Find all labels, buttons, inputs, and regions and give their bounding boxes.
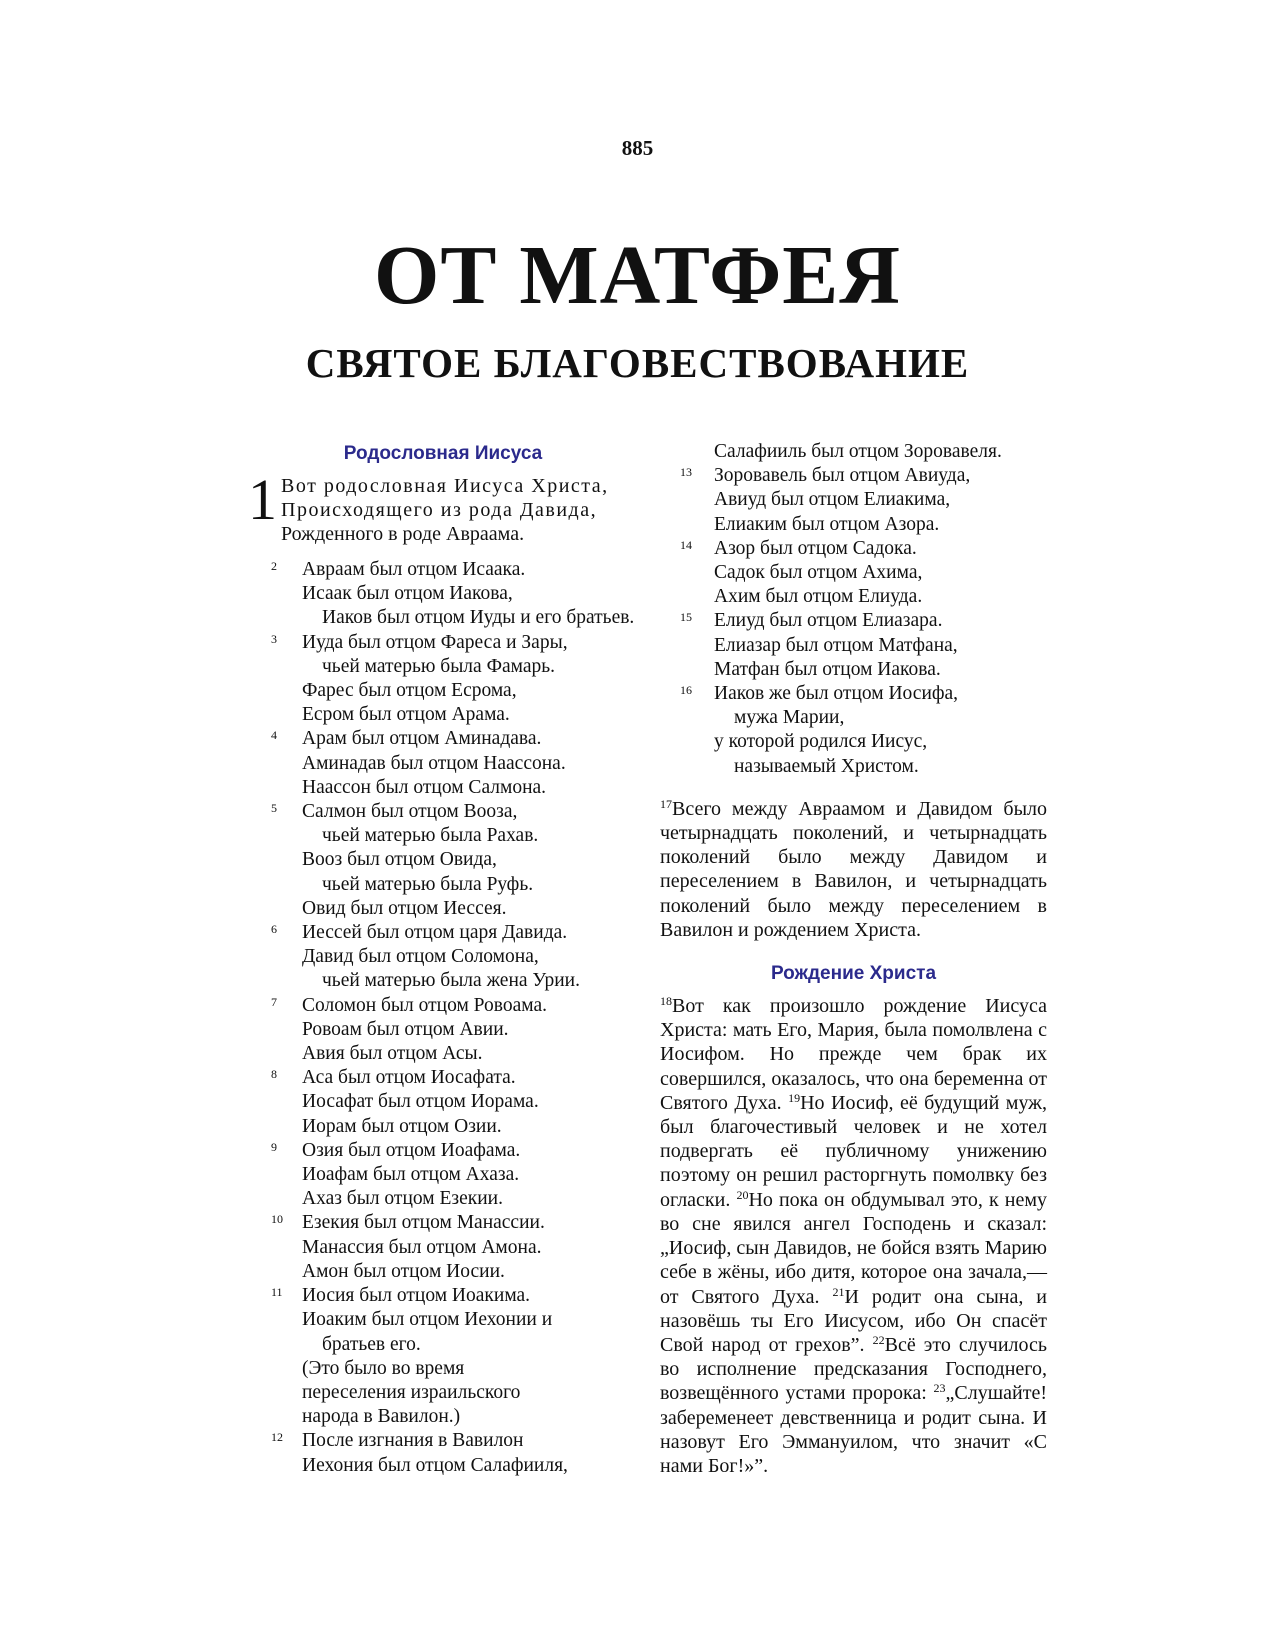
prose-line: Иосифом. Но прежде чем брак их: [660, 1043, 1047, 1066]
intro-line: Рожденного в роде Авраама.: [281, 523, 525, 545]
verse-text: Иаков был отцом Иуды и его братьев.: [322, 607, 635, 629]
verse-line: [660, 488, 1047, 512]
intro-line: Вот родословная Иисуса Христа,: [281, 475, 609, 497]
verse-line: [248, 1308, 638, 1332]
verse-text: Иехония был отцом Салафииля,: [302, 1454, 568, 1476]
verse-line: [248, 800, 638, 824]
verse-text: мужа Марии,: [734, 707, 845, 729]
verse-line: [248, 679, 638, 703]
verse-text: чьей матерью была Руфь.: [322, 873, 534, 895]
verse-line: [660, 513, 1047, 537]
prose-line: подвергать её публичному унижению: [660, 1140, 1047, 1163]
verse-number: 5: [271, 801, 277, 816]
verse-text: чьей матерью была жена Урии.: [322, 970, 580, 992]
prose-line: был благочестивый человек и не хотел: [660, 1116, 1047, 1139]
verse-line: [660, 440, 1047, 464]
prose-line: назовёшь ты Его Иисусом, ибо Он спасёт: [660, 1309, 1047, 1332]
prose-line: Свой народ от грехов”. $^{22}$Всё это случилось: [660, 1332, 1047, 1356]
prose-line: во сне явился ангел Господень и сказал:: [660, 1212, 1047, 1235]
verse-text: Овид был отцом Иессея.: [302, 897, 507, 919]
verse-line: [248, 897, 638, 921]
verse-text: Аминадав был отцом Наассона.: [302, 752, 566, 774]
verse-text: Иорам был отцом Озии.: [302, 1115, 502, 1137]
verse-number: 11: [271, 1285, 283, 1300]
verse-text: Елиаким был отцом Азора.: [714, 513, 940, 535]
verse-line: [660, 537, 1047, 561]
verse-number: 22: [872, 1332, 885, 1347]
verse-line: [248, 1381, 638, 1405]
chapter-intro: [248, 467, 638, 546]
verse-line: [248, 558, 638, 582]
prose-line: „Иосиф, сын Давидов, не бойся взять Марию: [660, 1237, 1047, 1260]
verse-number: 17: [660, 796, 672, 811]
verse-line: [660, 658, 1047, 682]
verse-text: Иоафам был отцом Ахаза.: [302, 1164, 520, 1186]
prose-line: переселением в Вавилон, и четырнадцать: [660, 870, 1047, 893]
verse-line: [248, 606, 638, 630]
verse-line: [248, 848, 638, 872]
verse-text: Елиуд был отцом Елиазара.: [714, 610, 943, 632]
verse-number: 18: [660, 994, 672, 1009]
verse-line: [248, 1066, 638, 1090]
section-heading-genealogy: Родословная Иисуса: [343, 443, 543, 464]
verse-number: 6: [271, 922, 277, 937]
verse-text: Авиуд был отцом Елиакима,: [714, 489, 951, 511]
verse-text: Авраам был отцом Исаака.: [302, 559, 526, 580]
verse-line: [248, 994, 638, 1018]
verse-line: [248, 1042, 638, 1066]
intro-line: Происходящего из рода Давида,: [281, 499, 598, 521]
verse-text: Зоровавель был отцом Авиуда,: [714, 465, 971, 487]
prose-line: поэтому он решил расторгнуть помолвку без: [660, 1164, 1047, 1187]
verse-line: [248, 824, 638, 848]
verse-line: [248, 945, 638, 969]
verse-text: Амон был отцом Иосии.: [302, 1260, 505, 1282]
verse-line: [248, 1139, 638, 1163]
verse-text: Иессей был отцом царя Давида.: [302, 922, 568, 944]
verse-line: [248, 703, 638, 727]
book-title: ОТ МАТФЕЯ: [374, 229, 901, 322]
verse-number: 14: [680, 537, 692, 552]
prose-line: поколений было между переселением в: [660, 894, 1047, 917]
verse-line: [248, 921, 638, 945]
genealogy-verses-right: [660, 440, 1047, 779]
verse-text: Ахим был отцом Елиуда.: [714, 586, 923, 608]
verse-text: Наассон был отцом Салмона.: [302, 776, 547, 798]
genealogy-verses-left: [248, 558, 638, 1478]
prose-line: от Святого Духа. $^{21}$И родит она сына, и: [660, 1284, 1048, 1308]
verse-line: [248, 1090, 638, 1114]
prose-line: поколений было между Давидом и: [660, 846, 1047, 869]
verse-text: Авия был отцом Асы.: [302, 1043, 483, 1065]
verse-text: Азор был отцом Садока.: [714, 537, 917, 559]
verse-number: 20: [736, 1187, 749, 1202]
verse-number: 13: [680, 465, 692, 480]
verse-line: [248, 1115, 638, 1139]
verse-line: [660, 755, 1047, 779]
verse-text: Ровоам был отцом Авии.: [302, 1018, 509, 1040]
verse-text: Матфан был отцом Иакова.: [714, 658, 941, 680]
verse-line: [248, 1187, 638, 1211]
verse-line: [248, 1260, 638, 1284]
verse-number: 2: [271, 559, 277, 573]
prose-line: нами Бог!»”.: [660, 1454, 769, 1477]
prose-line: Святого Духа. $^{19}$Но Иосиф, её будущий муж,: [660, 1090, 1047, 1114]
verse-number: 15: [680, 610, 692, 625]
verse-line: [248, 1163, 638, 1187]
verse-text: Вооз был отцом Овида,: [302, 849, 497, 871]
prose-line: совершился, оказалось, что она беременна от: [660, 1067, 1047, 1090]
verse-line: [248, 969, 638, 993]
verse-line: [248, 1018, 638, 1042]
verse-text: Садок был отцом Ахима,: [714, 562, 923, 584]
verse-text: чьей матерью была Рахав.: [322, 825, 539, 847]
prose-line: во исполнение предсказания Господнего,: [660, 1358, 1047, 1381]
verse-line: [660, 561, 1047, 585]
prose-line: забеременеет девственница и родит сына. И: [660, 1406, 1047, 1429]
verse-line: [248, 1454, 638, 1478]
verse-line: [248, 655, 638, 679]
verse-number: 10: [271, 1212, 283, 1227]
verse-18-paragraph: [660, 994, 1047, 1478]
verse-text: братьев его.: [322, 1333, 421, 1355]
prose-line: возвещённого устами пророка: $^{23}$„Слушайте!: [660, 1381, 1048, 1405]
chapter-number-dropcap: 1: [248, 467, 277, 532]
verse-17-paragraph: [660, 797, 1047, 942]
verse-line: [660, 682, 1047, 706]
verse-text: Иосия был отцом Иоакима.: [302, 1285, 531, 1307]
right-column: [660, 440, 1047, 1478]
verse-line: [660, 706, 1047, 730]
verse-text: Манассия был отцом Амона.: [302, 1236, 542, 1258]
verse-text: Салмон был отцом Вооза,: [302, 801, 518, 823]
verse-text: Иосафат был отцом Иорама.: [302, 1091, 539, 1113]
verse-text: Иуда был отцом Фареса и Зары,: [302, 631, 568, 653]
verse-number: 8: [271, 1067, 277, 1082]
verse-text: Исаак был отцом Иакова,: [302, 583, 513, 605]
verse-text: (Это было во время: [302, 1357, 465, 1379]
verse-line: [248, 582, 638, 606]
verse-line: [248, 1429, 638, 1453]
verse-line: [248, 776, 638, 800]
prose-line: Вавилон и рождением Христа.: [660, 918, 921, 941]
verse-text: называемый Христом.: [734, 755, 919, 777]
verse-text: Ахаз был отцом Езекии.: [302, 1188, 503, 1210]
verse-text: Елиазар был отцом Матфана,: [714, 634, 958, 656]
prose-line: себе в жёны, ибо дитя, которое она зачала,—: [660, 1261, 1047, 1284]
verse-number: 12: [271, 1430, 283, 1445]
verse-number: 16: [680, 683, 692, 698]
verse-text: чьей матерью была Фамарь.: [322, 655, 556, 677]
left-column: [248, 440, 638, 1478]
verse-text: Фарес был отцом Есрома,: [302, 680, 517, 702]
verse-text: Аса был отцом Иосафата.: [302, 1067, 516, 1089]
verse-text: Иоаким был отцом Иехонии и: [302, 1309, 553, 1331]
book-subtitle: СВЯТОЕ БЛАГОВЕСТВОВАНИЕ: [305, 340, 970, 386]
verse-line: [660, 634, 1047, 658]
verse-line: [248, 1284, 638, 1308]
verse-text: переселения израильского: [302, 1381, 521, 1403]
prose-line: назовут Его Эммануилом, что значит «С: [660, 1430, 1047, 1453]
verse-text: Салафииль был отцом Зоровавеля.: [714, 441, 1002, 462]
verse-line: [248, 1357, 638, 1381]
verse-number: 21: [832, 1284, 845, 1299]
verse-text: Давид был отцом Соломона,: [302, 946, 539, 968]
page-number: 885: [621, 136, 654, 160]
verse-number: 4: [271, 728, 277, 743]
verse-line: [248, 1333, 638, 1357]
verse-line: [248, 1405, 638, 1429]
verse-line: [660, 609, 1047, 633]
verse-number: 3: [271, 631, 277, 646]
verse-text: Арам был отцом Аминадава.: [302, 728, 542, 750]
verse-number: 23: [933, 1381, 946, 1396]
verse-number: 19: [788, 1090, 801, 1105]
verse-line: [248, 1211, 638, 1235]
verse-line: [248, 873, 638, 897]
prose-line: $^{17}$Всего между Авраамом и Давидом было: [660, 796, 1047, 820]
verse-line: [248, 752, 638, 776]
prose-line: четырнадцать поколений, и четырнадцать: [660, 822, 1047, 845]
verse-line: [660, 730, 1047, 754]
verse-text: После изгнания в Вавилон: [302, 1430, 524, 1452]
verse-line: [248, 631, 638, 655]
prose-line: $^{18}$Вот как произошло рождение Иисуса: [660, 994, 1047, 1018]
verse-text: Иаков же был отцом Иосифа,: [714, 683, 959, 705]
verse-text: у которой родился Иисус,: [714, 731, 928, 753]
verse-line: [660, 585, 1047, 609]
section-heading-birth: Рождение Христа: [770, 963, 937, 985]
verse-line: [660, 464, 1047, 488]
verse-text: Соломон был отцом Ровоама.: [302, 994, 548, 1016]
verse-number: 9: [271, 1139, 277, 1154]
verse-text: Озия был отцом Иоафама.: [302, 1139, 521, 1161]
prose-line: огласки. $^{20}$Но пока он обдумывал это, к нему: [660, 1187, 1047, 1211]
verse-number: 7: [271, 994, 277, 1009]
verse-text: Езекия был отцом Манассии.: [302, 1212, 545, 1234]
verse-line: [248, 1236, 638, 1260]
verse-text: Есром был отцом Арама.: [302, 704, 510, 726]
prose-line: Христа: мать Его, Мария, была помолвлена с: [660, 1019, 1047, 1042]
verse-text: народа в Вавилон.): [302, 1406, 461, 1428]
verse-line: [248, 727, 638, 751]
